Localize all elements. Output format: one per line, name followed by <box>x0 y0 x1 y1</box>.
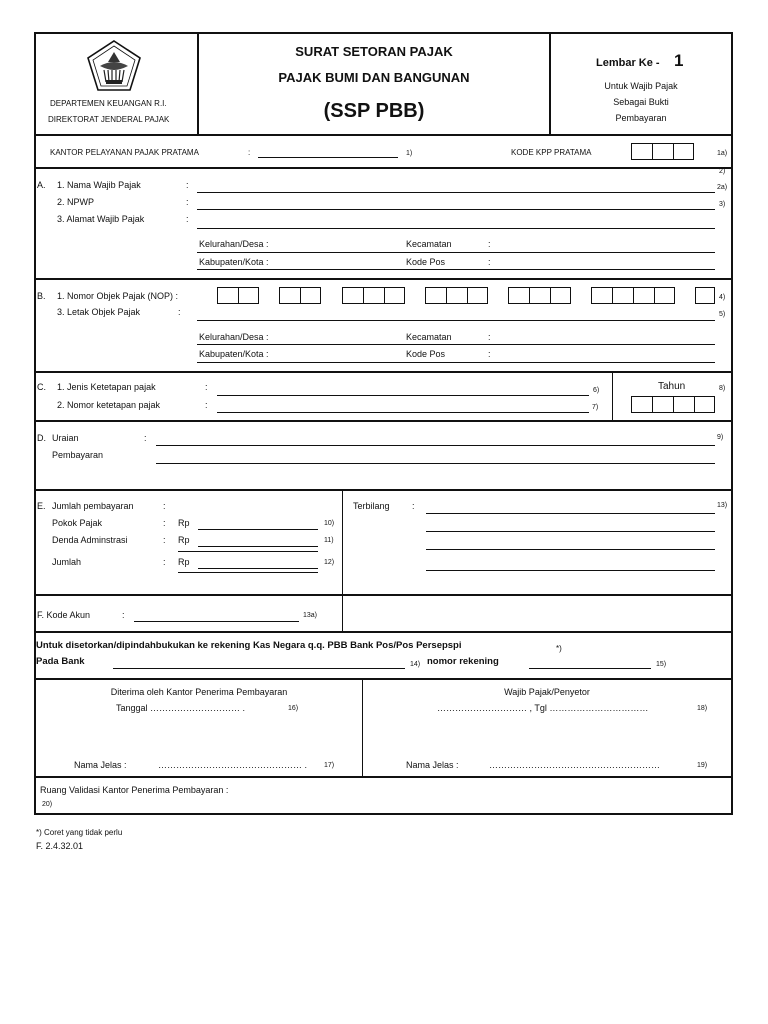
a-kabupaten-field[interactable] <box>197 269 715 270</box>
nop-group-1[interactable] <box>217 287 259 304</box>
b-nop-label: 1. Nomor Objek Pajak (NOP) : <box>57 291 179 301</box>
d-bottom-line <box>34 489 733 491</box>
b-colon: : <box>178 307 181 317</box>
e-letter: E. <box>37 501 46 511</box>
c-num8: 8) <box>719 385 726 392</box>
b-kelurahan-label: Kelurahan/Desa : <box>199 332 269 342</box>
validasi-label: Ruang Validasi Kantor Penerima Pembayaran : <box>40 785 229 795</box>
bank-star: *) <box>556 644 562 653</box>
receipt-divider <box>362 679 363 777</box>
nop-group-5[interactable] <box>508 287 571 304</box>
a-num2a: 2a) <box>717 184 728 191</box>
b-pos-colon: : <box>488 349 491 359</box>
a-alamat-field[interactable] <box>197 228 715 229</box>
terbilang-field-3[interactable] <box>426 549 715 550</box>
c-nomor-label: 2. Nomor ketetapan pajak <box>57 400 161 410</box>
header-bottom-line <box>34 134 733 136</box>
e-terbilang-label: Terbilang <box>353 501 390 511</box>
nop-group-2[interactable] <box>279 287 321 304</box>
a-colon2: : <box>186 197 189 207</box>
a-num3: 3) <box>719 201 726 208</box>
a-pos-colon: : <box>488 257 491 267</box>
kpp-label: KANTOR PELAYANAN PAJAK PRATAMA <box>50 148 199 157</box>
d-uraian-field[interactable] <box>156 445 715 446</box>
a-kabupaten-label: Kabupaten/Kota : <box>199 257 269 267</box>
c-colon1: : <box>205 382 208 392</box>
e-bottom-line <box>34 594 733 596</box>
e-denda-field[interactable] <box>198 546 318 547</box>
d-num9: 9) <box>717 434 724 441</box>
e-pokok-rp: Rp <box>178 518 190 528</box>
garuda-emblem-icon <box>86 40 142 92</box>
e-jumlah-rp: Rp <box>178 557 190 567</box>
terbilang-field-4[interactable] <box>426 570 715 571</box>
e-jumlah-label: Jumlah <box>52 557 82 567</box>
e-jumlah-double-line <box>178 572 318 573</box>
kode-kpp-digit[interactable] <box>631 143 652 160</box>
c-bottom-line <box>34 420 733 422</box>
c-num6: 6) <box>593 387 600 394</box>
b-kec-colon: : <box>488 332 491 342</box>
kode-kpp-label: KODE KPP PRATAMA <box>511 148 592 157</box>
bank-rekening-label: nomor rekening <box>427 656 499 667</box>
f-label: F. Kode Akun <box>37 610 91 620</box>
kode-kpp-digit[interactable] <box>673 143 694 160</box>
terbilang-field-2[interactable] <box>426 531 715 532</box>
receipt-nama-right-field[interactable]: ………………………………………………… <box>489 760 660 770</box>
e-jumlah-colon: : <box>163 557 166 567</box>
kode-kpp-num: 1a) <box>717 150 728 157</box>
b-letter: B. <box>37 291 46 301</box>
f-colon: : <box>122 610 125 620</box>
bank-pada-label: Pada Bank <box>36 656 85 667</box>
receipt-wajib: Wajib Pajak/Penyetor <box>504 687 590 697</box>
a-nama-field[interactable] <box>197 192 715 193</box>
lembar-desc3: Pembayaran <box>615 113 667 123</box>
validasi-num20: 20) <box>42 801 53 808</box>
bank-name-field[interactable] <box>113 668 405 669</box>
c-tahun-label: Tahun <box>658 381 686 392</box>
bank-rekening-field[interactable] <box>529 668 651 669</box>
e-label: Jumlah pembayaran <box>52 501 134 511</box>
receipt-num16: 16) <box>288 705 299 712</box>
a-npwp-label: 2. NPWP <box>57 197 95 207</box>
c-letter: C. <box>37 382 46 392</box>
receipt-num17: 17) <box>324 762 335 769</box>
f-num13a: 13a) <box>303 612 318 619</box>
c-nomor-field[interactable] <box>217 412 589 413</box>
title-line1: SURAT SETORAN PAJAK <box>295 44 453 59</box>
b-bottom-line <box>34 371 733 373</box>
b-kecamatan-label: Kecamatan <box>406 332 452 342</box>
footer-note: *) Coret yang tidak perlu <box>36 828 123 837</box>
c-jenis-field[interactable] <box>217 395 589 396</box>
org-line2: DIREKTORAT JENDERAL PAJAK <box>48 115 170 124</box>
receipt-num19: 19) <box>697 762 708 769</box>
kpp-name-field[interactable] <box>258 157 398 158</box>
receipt-bottom-line <box>34 776 733 778</box>
f-bottom-line <box>34 631 733 633</box>
b-kabupaten-label: Kabupaten/Kota : <box>199 349 269 359</box>
a-kecamatan-label: Kecamatan <box>406 239 452 249</box>
f-kode-akun-field[interactable] <box>134 621 299 622</box>
receipt-nama-right-label: Nama Jelas : <box>406 760 459 770</box>
b-num5: 5) <box>719 311 726 318</box>
a-kelurahan-label: Kelurahan/Desa : <box>199 239 269 249</box>
e-num10: 10) <box>324 520 335 527</box>
c-divider <box>612 372 613 420</box>
a-nama-label: 1. Nama Wajib Pajak <box>57 180 141 190</box>
nop-group-4[interactable] <box>425 287 488 304</box>
b-letak-field[interactable] <box>197 320 715 321</box>
a-colon3: : <box>186 214 189 224</box>
org-line1: DEPARTEMEN KEUANGAN R.I. <box>50 99 167 108</box>
nop-group-6[interactable] <box>591 287 675 304</box>
e-pokok-colon: : <box>163 518 166 528</box>
receipt-tgl[interactable]: ………………………… , Tgl …………………………… <box>437 703 649 713</box>
a-npwp-field[interactable] <box>197 209 715 210</box>
a-num2: 2) <box>719 168 726 175</box>
a-letter: A. <box>37 180 46 190</box>
bank-line1: Untuk disetorkan/dipindahbukukan ke rekening Kas Negara q.q. PBB Bank Pos/Pos Persepspi <box>36 640 462 651</box>
kode-kpp-boxes[interactable] <box>631 143 694 160</box>
e-pokok-field[interactable] <box>198 529 318 530</box>
title-line2: PAJAK BUMI DAN BANGUNAN <box>278 70 470 85</box>
tahun-boxes[interactable] <box>631 396 715 413</box>
e-pokok-label: Pokok Pajak <box>52 518 103 528</box>
frame-top <box>34 32 733 34</box>
c-jenis-label: 1. Jenis Ketetapan pajak <box>57 382 156 392</box>
e-colon: : <box>163 501 166 511</box>
title-line3: (SSP PBB) <box>323 100 425 122</box>
terbilang-field-1[interactable] <box>426 513 715 514</box>
bank-num14: 14) <box>410 661 421 668</box>
d-colon: : <box>144 433 147 443</box>
d-pembayaran-label: Pembayaran <box>52 450 104 460</box>
footer-code: F. 2.4.32.01 <box>36 841 84 851</box>
e-sum-line <box>178 551 318 552</box>
kpp-num: 1) <box>406 150 413 157</box>
a-bottom-line <box>34 278 733 280</box>
lembar-label: Lembar Ke - <box>596 57 660 69</box>
frame-right <box>731 32 733 815</box>
receipt-num18: 18) <box>697 705 708 712</box>
e-divider <box>342 490 343 631</box>
e-terbilang-colon: : <box>412 501 415 511</box>
kpp-bottom-line <box>34 167 733 169</box>
bank-bottom-line <box>34 678 733 680</box>
kpp-colon: : <box>248 148 251 157</box>
lembar-desc1: Untuk Wajib Pajak <box>604 81 678 91</box>
a-kodepos-label: Kode Pos <box>406 257 446 267</box>
nop-group-7[interactable] <box>695 287 715 304</box>
frame-bottom <box>34 813 733 815</box>
d-uraian-label: Uraian <box>52 433 79 443</box>
a-colon1: : <box>186 180 189 190</box>
e-num11: 11) <box>324 537 334 544</box>
bank-num15: 15) <box>656 661 667 668</box>
d-pembayaran-field[interactable] <box>156 463 715 464</box>
e-denda-label: Denda Adminstrasi <box>52 535 128 545</box>
b-kabupaten-field[interactable] <box>197 362 715 363</box>
a-kec-colon: : <box>488 239 491 249</box>
receipt-tanggal[interactable]: Tanggal ………………………… . <box>116 703 246 713</box>
d-letter: D. <box>37 433 46 443</box>
nop-group-3[interactable] <box>342 287 405 304</box>
e-jumlah-field[interactable] <box>198 568 318 569</box>
e-denda-colon: : <box>163 535 166 545</box>
c-num7: 7) <box>592 404 599 411</box>
kode-kpp-digit[interactable] <box>652 143 673 160</box>
receipt-diterima: Diterima oleh Kantor Penerima Pembayaran <box>110 687 288 697</box>
lembar-desc2: Sebagai Bukti <box>613 97 669 107</box>
a-alamat-label: 3. Alamat Wajib Pajak <box>57 214 145 224</box>
e-num13: 13) <box>717 502 728 509</box>
b-kodepos-label: Kode Pos <box>406 349 446 359</box>
lembar-number: 1 <box>674 51 684 70</box>
e-denda-rp: Rp <box>178 535 190 545</box>
b-kelurahan-field[interactable] <box>197 344 715 345</box>
b-letak-label: 3. Letak Objek Pajak <box>57 307 141 317</box>
receipt-nama-left-field[interactable]: ………………………………………… . <box>158 760 308 770</box>
a-kelurahan-field[interactable] <box>197 252 715 253</box>
receipt-nama-left-label: Nama Jelas : <box>74 760 127 770</box>
b-num4: 4) <box>719 294 726 301</box>
c-colon2: : <box>205 400 208 410</box>
e-num12: 12) <box>324 559 335 566</box>
